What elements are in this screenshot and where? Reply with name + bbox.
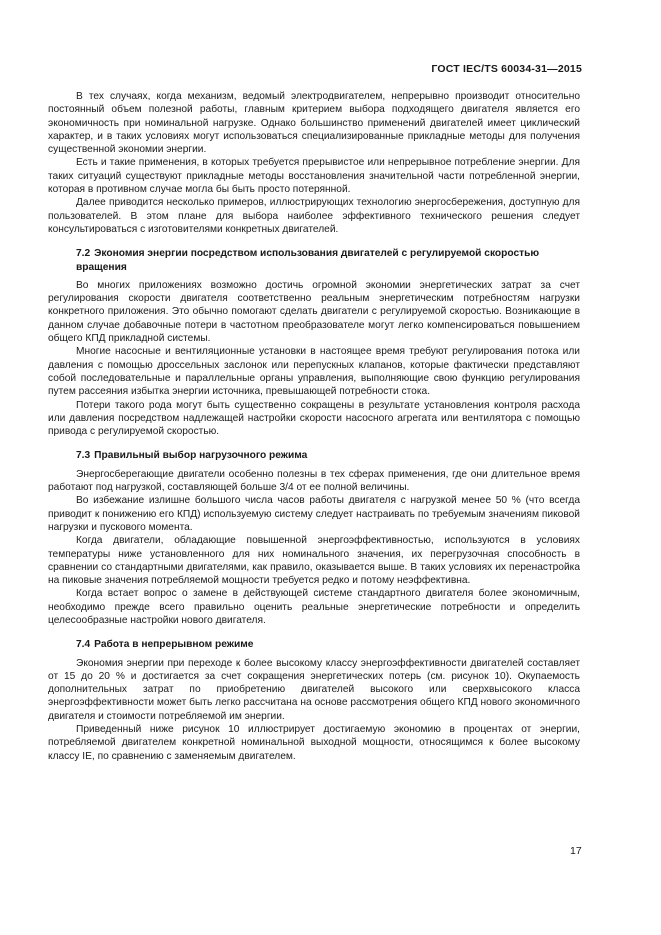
section-number: 7.3 <box>76 450 91 462</box>
intro-block <box>48 90 580 236</box>
paragraph: Экономия энергии при переходе к более высокому классу энергоэффективности двигателей составляет от 15 до 20 % и достигается за счет сокращения энергетических потерь (см. рисунок 10). Окупаемость дополнительных затрат по приобретению двигателей высокого или сверхвысокого класса энергоэффективности может быть легко рассчитана на основе рассмотрения общего КПД нового экономичного двигателя и стоимости потребляемой им энергии. <box>48 657 580 722</box>
paragraph: Во избежание излишне большого числа часов работы двигателя с нагрузкой менее 50 % (что всегда приводит к понижению его КПД) используемую систему следует настраивать по требуемым значениям пиковой нагрузки и пускового момента. <box>48 495 580 533</box>
document-header: ГОСТ IEC/TS 60034-31—2015 <box>431 63 582 75</box>
section-7-2 <box>48 247 580 438</box>
section-number: 7.2 <box>76 248 91 260</box>
page-number: 17 <box>570 845 582 857</box>
paragraph: Многие насосные и вентиляционные установки в настоящее время требуют регулирования потока или давления с помощью дроссельных заслонок или перепускных клапанов, которые фактически представляют собой последовательные и параллельные органы управления, выполняющие свою функцию регулирования путем рассеяния избытка энергии источника, превышающей потребности стока. <box>48 346 580 398</box>
paragraph: Когда двигатели, обладающие повышенной энергоэффективностью, используются в условиях температуры ниже установленного для них номинального значения, их перегрузочная способность в сравнении со стандартными двигателями, как правило, оказывается выше. В таких условиях их перенастройка на пиковые значения потребляемой мощности требуется редко и потому неэффективна. <box>48 535 580 587</box>
paragraph: Далее приводится несколько примеров, иллюстрирующих технологию энергосбережения, доступную для пользователей. В этом плане для выбора наиболее эффективного технического решения следует консультироваться с изготовителями конкретных двигателей. <box>48 197 580 235</box>
paragraph: Приведенный ниже рисунок 10 иллюстрирует достигаемую экономию в процентах от энергии, потребляемой двигателем конкретной номинальной выходной мощности, относящимся к более высокому классу IE, по сравнению с заменяемым двигателем. <box>48 724 580 762</box>
paragraph: Во многих приложениях возможно достичь огромной экономии энергетических затрат за счет регулирования скорости двигателя соответственно реальным энергетическим потребностям нагрузки конкретного приложения. Это обычно помогают сделать двигатели с регулируемой скоростью. Возникающие в данном случае добавочные потери в частотном преобразователе могут легко компенсироваться повышением общего КПД прикладной системы. <box>48 279 580 345</box>
paragraph: Энергосберегающие двигатели особенно полезны в тех сферах применения, где они длительное время работают под нагрузкой, составляющей больше 3/4 от ее полной величины. <box>48 468 580 494</box>
paragraph: Когда встает вопрос о замене в действующей системе стандартного двигателя более экономичным, необходимо прежде всего правильно оценить реальные энергетические потребности и определить целесообразные настройки нового двигателя. <box>48 588 580 626</box>
section-heading <box>48 638 580 651</box>
section-7-4 <box>48 638 580 763</box>
section-7-3 <box>48 449 580 627</box>
document-body <box>48 90 580 763</box>
section-title: Экономия энергии посредством использования двигателей с регулируемой скоростью вращения <box>76 248 540 273</box>
section-heading <box>48 449 580 462</box>
paragraph: Потери такого рода могут быть существенно сокращены в результате установления контроля расхода или давления посредством надлежащей настройки скорости насосного агрегата или вентилятора с помощью привода с регулируемой скоростью. <box>48 399 580 438</box>
section-heading <box>48 247 580 274</box>
section-title: Правильный выбор нагрузочного режима <box>94 450 308 462</box>
section-title: Работа в непрерывном режиме <box>94 639 254 651</box>
section-number: 7.4 <box>76 639 91 651</box>
paragraph: В тех случаях, когда механизм, ведомый электродвигателем, непрерывно производит относительно постоянный объем полезной работы, главным критерием выбора подходящего двигателя является его экономичность при номинальной нагрузке. Однако большинство применений двигателей имеет циклический характер, и в таких условиях могут использоваться специализированные прикладные методы для получения существенной экономии энергии. <box>48 91 580 156</box>
paragraph: Есть и такие применения, в которых требуется прерывистое или непрерывное потребление энергии. Для таких ситуаций существуют прикладные методы восстановления значительной части потребленной энергии, которая в противном случае могла бы быть просто потерянной. <box>48 157 580 196</box>
